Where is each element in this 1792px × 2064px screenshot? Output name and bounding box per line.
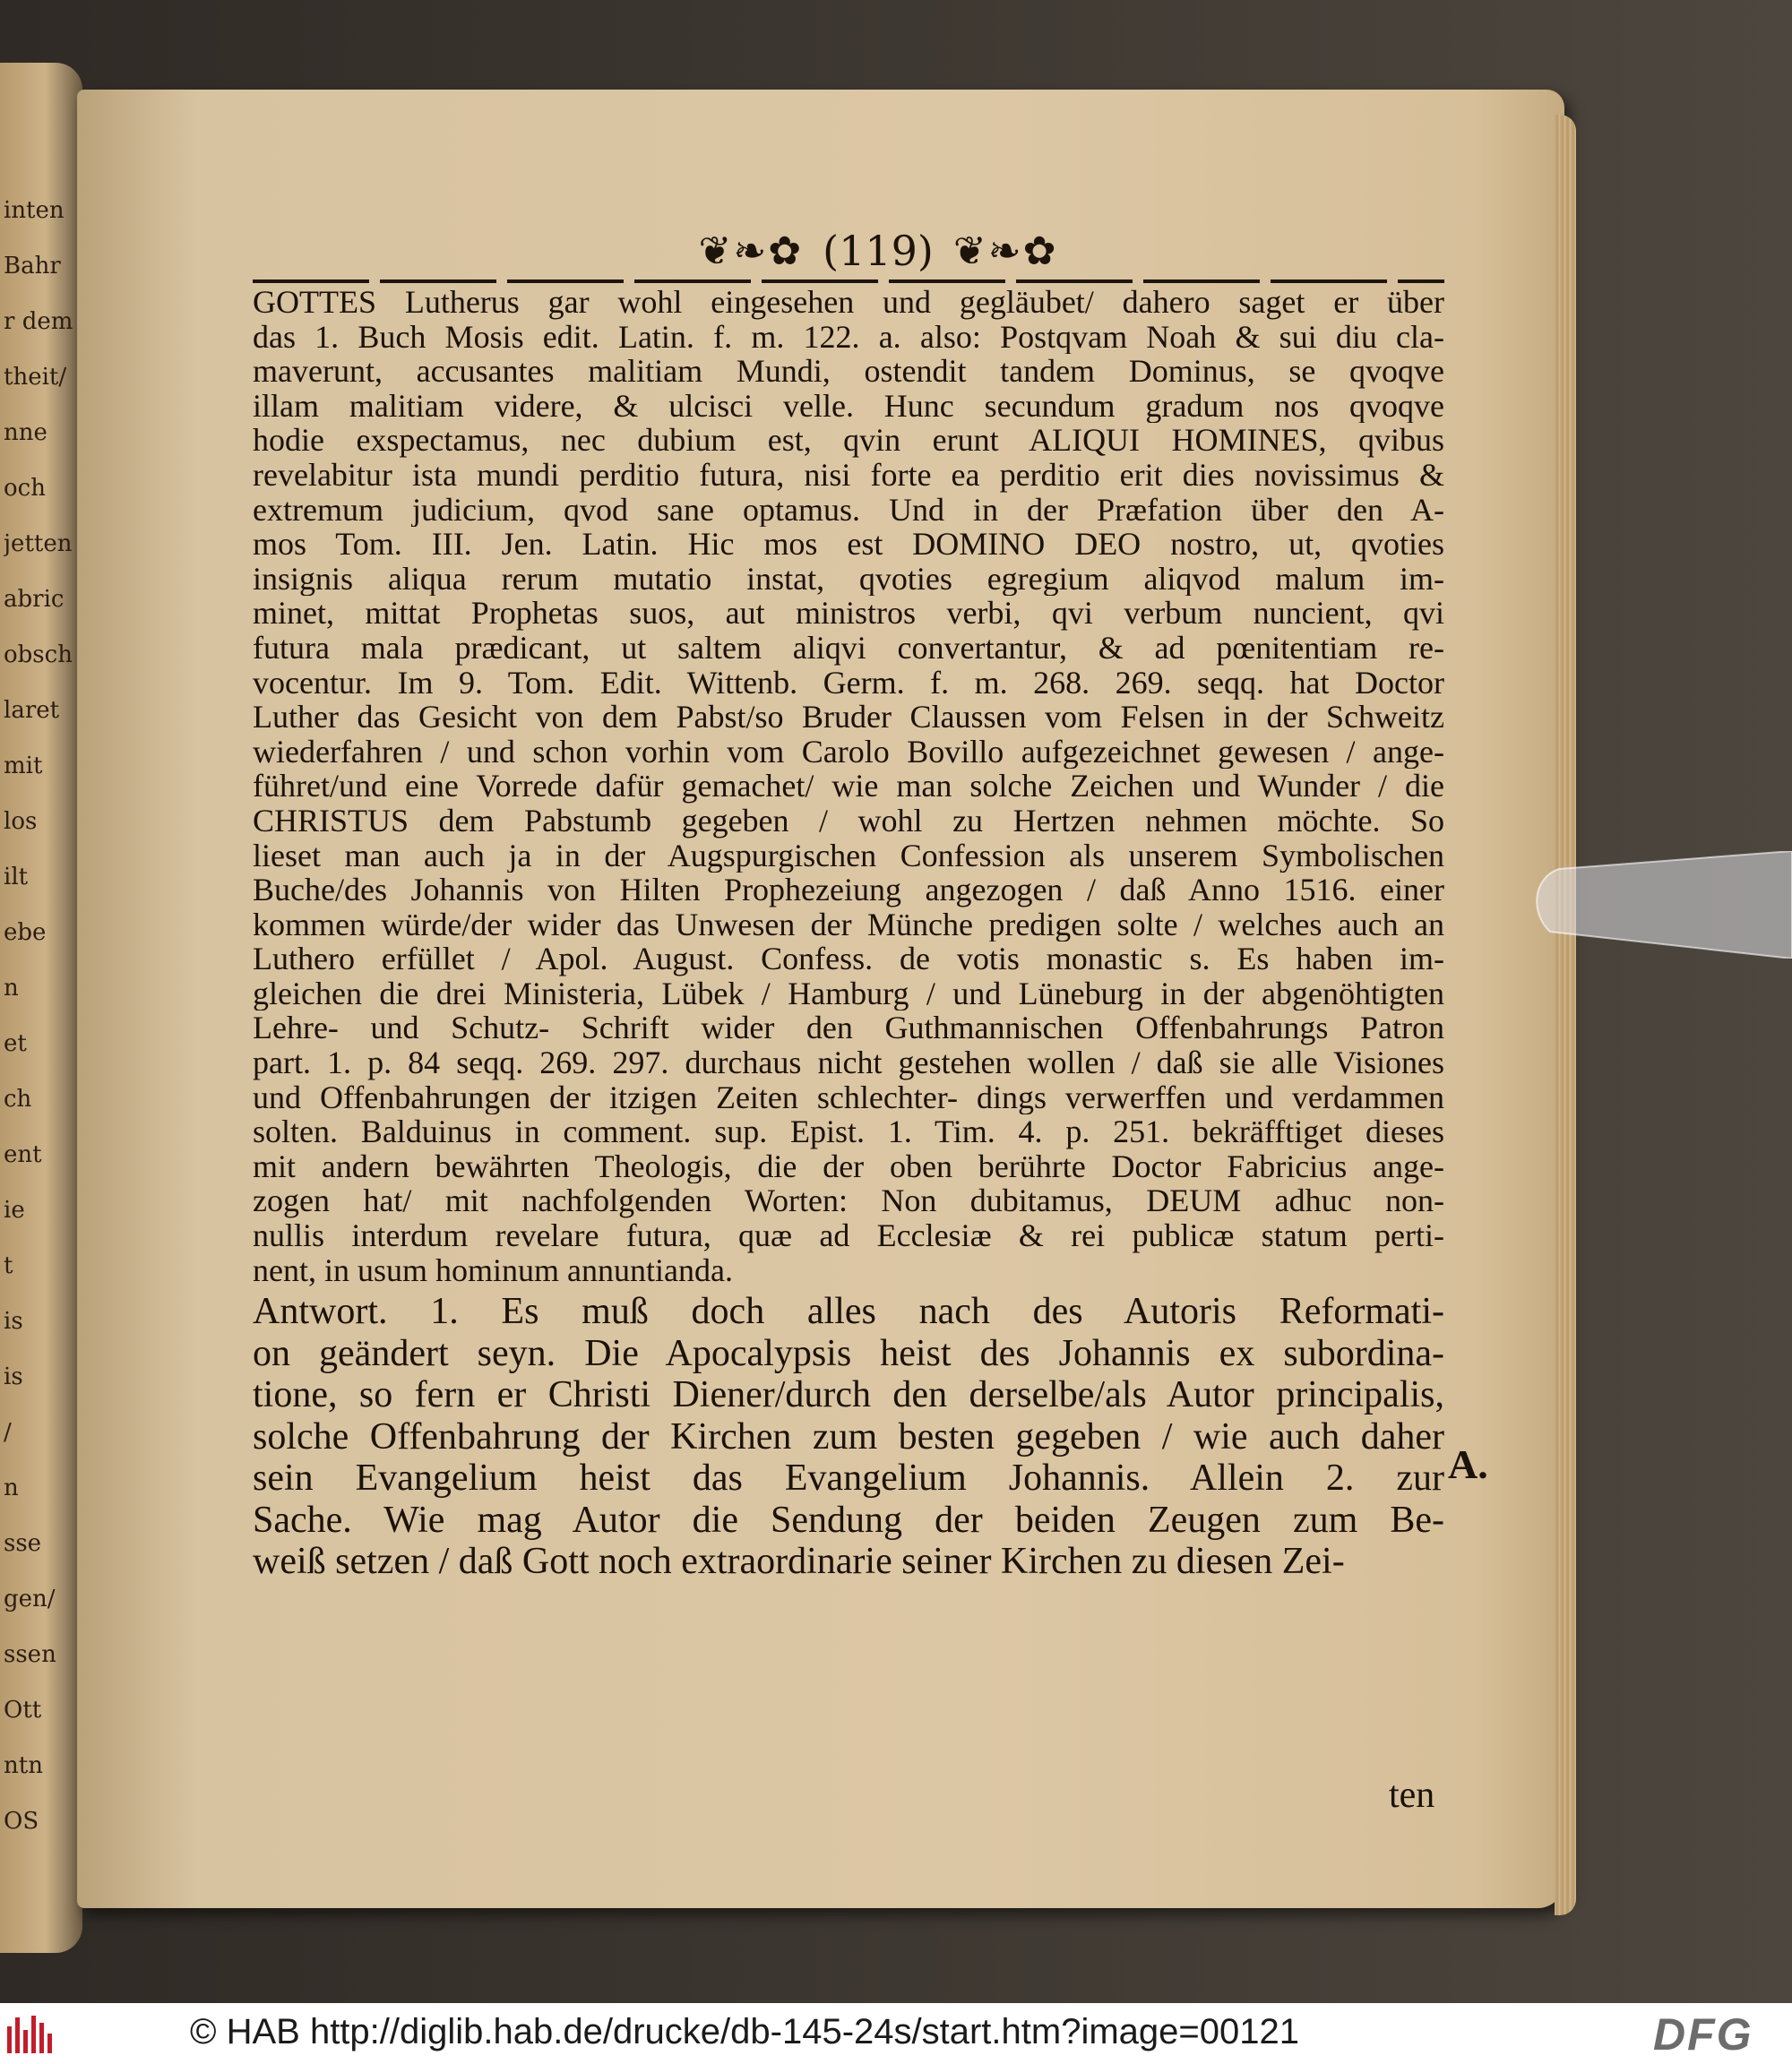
- paragraph-2: [253, 1291, 1444, 1583]
- text-line: solten. Balduinus in comment. sup. Epist. 1. Tim. 4. p. 251. bekräfftiget dieses: [253, 1114, 1444, 1149]
- text-line: sein Evangelium heist das Evangelium Johannis. Allein 2. zur: [253, 1458, 1444, 1500]
- running-header: [699, 224, 1057, 278]
- facing-page-fragment: et: [4, 1030, 27, 1057]
- text-line: lieset man auch ja in der Augspurgischen Confession als unserem Symbolischen: [253, 838, 1444, 873]
- hab-logo-icon: [7, 2016, 56, 2053]
- reading-pointer-icon: [1523, 851, 1792, 959]
- facing-page-fragment: abric: [4, 586, 65, 613]
- text-line: Luthero erfüllet / Apol. August. Confess. de votis monastic s. Es haben im-: [253, 942, 1444, 976]
- facing-page-fragment: is: [4, 1308, 23, 1335]
- text-line: CHRISTUS dem Pabstumb gegeben / wohl zu Hertzen nehmen möchte. So: [253, 803, 1444, 838]
- facing-page-fragment: mit: [4, 752, 43, 779]
- text-line: nent, in usum hominum annuntianda.: [253, 1252, 733, 1288]
- text-line: zogen hat/ mit nachfolgenden Worten: Non dubitamus, DEUM adhuc non-: [253, 1183, 1444, 1219]
- copyright-link[interactable]: © HAB http://diglib.hab.de/drucke/db-145-24s/start.htm?image=00121: [190, 2012, 1299, 2051]
- text-line: tione, so fern er Christi Diener/durch den derselbe/als Autor principalis,: [253, 1374, 1444, 1416]
- ornament-left-icon: ❦❧✿: [698, 228, 804, 274]
- text-line: Sache. Wie mag Autor die Sendung der beiden Zeugen zum Be-: [253, 1499, 1444, 1541]
- text-line: weiß setzen / daß Gott noch extraordinarie seiner Kirchen zu diesen Zei-: [253, 1541, 1345, 1583]
- text-line: Buche/des Johannis von Hilten Prophezeiung angezogen / daß Anno 1516. einer: [253, 873, 1444, 907]
- facing-page-fragment: och: [4, 475, 46, 502]
- facing-page-fragment: obsch: [4, 641, 73, 668]
- text-line: futura mala prædicant, ut saltem aliqvi convertantur, & ad pœnitentiam re-: [253, 630, 1444, 666]
- text-line: maverunt, accusantes malitiam Mundi, ostendit tandem Dominus, se qvoqve: [253, 354, 1444, 389]
- facing-page-fragment: r dem: [4, 308, 73, 335]
- text-line: solche Offenbahrung der Kirchen zum besten gegeben / wie auch daher: [253, 1415, 1444, 1458]
- facing-page-fragment: gen/: [4, 1586, 56, 1612]
- text-line: insignis aliqua rerum mutatio instat, qvoties egregium aliqvod malum im-: [253, 561, 1444, 597]
- facing-page-fragment: ebe: [4, 919, 47, 946]
- facing-page-fragment: ent: [4, 1141, 42, 1168]
- facing-page-fragment: jetten: [4, 530, 73, 557]
- facing-page-fragment: OS: [4, 1808, 39, 1835]
- text-line: nullis interdum revelare futura, quæ ad Ecclesiæ & rei publicæ statum perti-: [253, 1218, 1444, 1253]
- text-line: Lehre- und Schutz- Schrift wider den Guthmannischen Offenbahrungs Patron: [253, 1010, 1444, 1046]
- facing-page-fragment: Bahr: [4, 253, 61, 280]
- facing-page-fragment: laret: [4, 697, 60, 724]
- facing-page-fragment: sse: [4, 1530, 42, 1557]
- page-number: (119): [823, 227, 934, 275]
- text-line: das 1. Buch Mosis edit. Latin. f. m. 122. a. also: Postqvam Noah & sui diu cla-: [253, 319, 1444, 355]
- facing-page-fragment: inten: [4, 197, 65, 224]
- text-line: on geändert seyn. Die Apocalypsis heist des Johannis ex subordina-: [253, 1332, 1444, 1374]
- text-line: führet/und eine Vorrede dafür gemachet/ wie man solche Zeichen und Wunder / die: [253, 769, 1444, 804]
- facing-page-fragment: ntn: [4, 1752, 43, 1779]
- marginal-letter: A.: [1448, 1441, 1488, 1487]
- ornament-right-icon: ❦❧✿: [952, 228, 1058, 274]
- facing-page-fragment: Ott: [4, 1697, 42, 1724]
- text-line: illam malitiam videre, & ulcisci velle. Hunc secundum gradum nos qvoqve: [253, 388, 1444, 424]
- text-line: und Offenbahrungen der itzigen Zeiten schlechter- dings verwerffen und verdammen: [253, 1079, 1444, 1115]
- facing-page-fragment: ilt: [4, 864, 29, 890]
- footer-bar: [0, 2003, 1792, 2064]
- text-line: Luther das Gesicht von dem Pabst/so Bruder Claussen vom Felsen in der Schweitz: [253, 700, 1444, 735]
- text-line: mit andern bewährten Theologis, die der oben berührte Doctor Fabricius ange-: [253, 1148, 1444, 1184]
- text-line: part. 1. p. 84 seqq. 269. 297. durchaus nicht gestehen wollen / daß sie alle Visiones: [253, 1045, 1444, 1080]
- dfg-logo: DFG: [1653, 2009, 1753, 2060]
- text-line: hodie exspectamus, nec dubium est, qvin erunt ALIQUI HOMINES, qvibus: [253, 423, 1444, 458]
- catchword: ten: [1389, 1775, 1435, 1816]
- text-line: gleichen die drei Ministeria, Lübek / Hamburg / und Lüneburg in der abgenöhtigten: [253, 976, 1444, 1011]
- facing-page-fragment: ch: [4, 1086, 32, 1113]
- paragraph-1: [253, 285, 1444, 1287]
- facing-page-fragment: t: [4, 1252, 13, 1279]
- facing-page-fragment: is: [4, 1363, 23, 1390]
- facing-page-fragment: n: [4, 975, 19, 1002]
- text-line: vocentur. Im 9. Tom. Edit. Wittenb. Germ. f. m. 268. 269. seqq. hat Doctor: [253, 665, 1444, 701]
- facing-page-fragment: theit/: [4, 364, 67, 391]
- facing-page-fragment: los: [4, 808, 38, 835]
- text-line: minet, mittat Prophetas suos, aut ministros verbi, qvi verbum nuncient, qvi: [253, 596, 1444, 631]
- text-line: Antwort. 1. Es muß doch alles nach des Autoris Reformati-: [253, 1291, 1444, 1333]
- text-line: kommen würde/der wider das Unwesen der Münche predigen solte / welches auch an: [253, 907, 1444, 942]
- header-rule: [253, 280, 1444, 283]
- text-line: GOTTES Lutherus gar wohl eingesehen und gegläubet/ dahero saget er über: [253, 285, 1444, 320]
- facing-page-fragment: nne: [4, 419, 47, 446]
- text-line: extremum judicium, qvod sane optamus. Und in der Præfation über den A-: [253, 492, 1444, 528]
- page-block-edges: [1555, 115, 1576, 1915]
- text-line: mos Tom. III. Jen. Latin. Hic mos est DOMINO DEO nostro, ut, qvoties: [253, 527, 1444, 562]
- body-text: [253, 285, 1444, 1583]
- facing-page-fragment: ie: [4, 1197, 25, 1224]
- facing-page-fragment: ssen: [4, 1641, 56, 1668]
- text-line: wiederfahren / und schon vorhin vom Carolo Bovillo aufgezeichnet gewesen / ange-: [253, 734, 1444, 770]
- facing-page-fragment: n: [4, 1475, 19, 1501]
- facing-page-edge: [0, 63, 82, 1953]
- facing-page-fragment: /: [4, 1419, 12, 1446]
- text-line: revelabitur ista mundi perditio futura, nisi forte ea perditio erit dies novissimus &: [253, 457, 1444, 493]
